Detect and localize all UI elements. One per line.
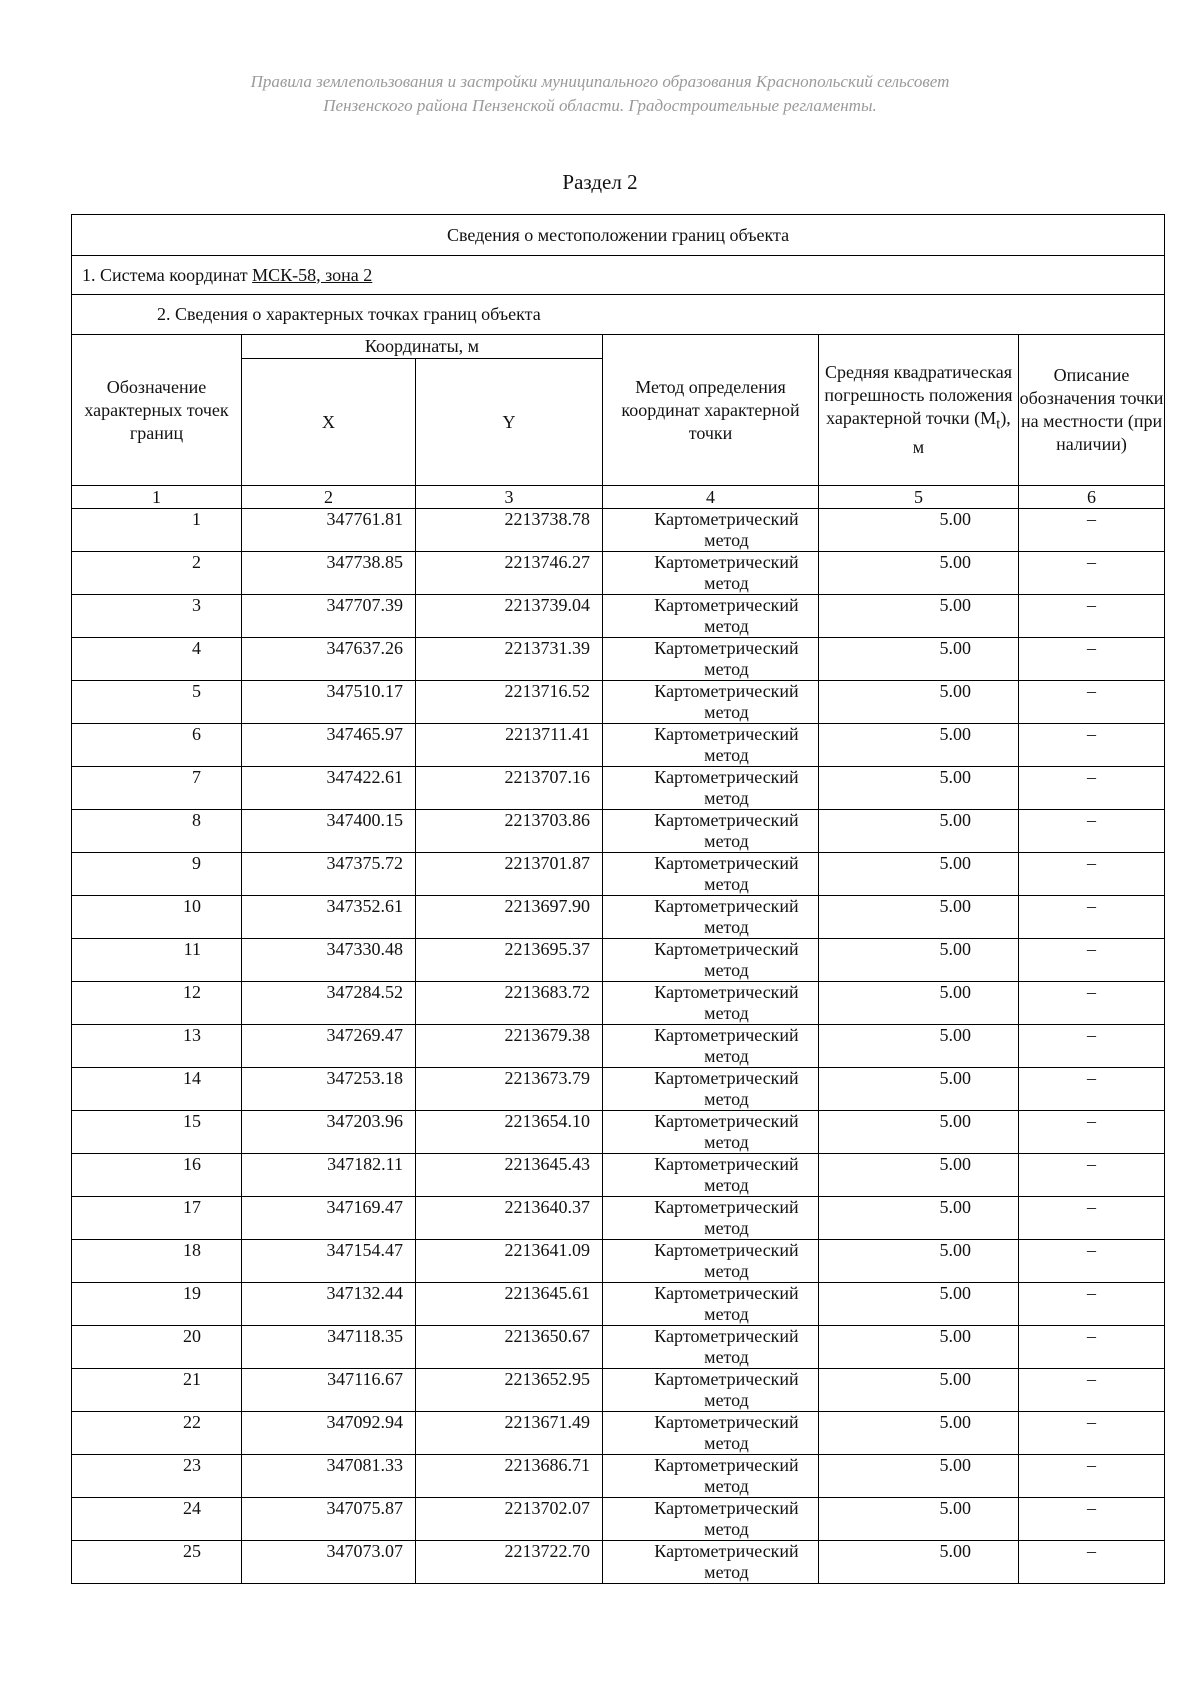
- error-cell: 5.00: [819, 810, 1019, 853]
- method-cell: Картометрический метод: [603, 853, 819, 896]
- y-coordinate-cell: 2213722.70: [416, 1541, 603, 1584]
- y-coordinate-cell: 2213671.49: [416, 1412, 603, 1455]
- x-coordinate-cell: 347330.48: [242, 939, 416, 982]
- method-cell: Картометрический метод: [603, 1498, 819, 1541]
- table-row: [72, 1369, 1165, 1412]
- error-cell: 5.00: [819, 509, 1019, 552]
- header-y: Y: [416, 359, 603, 486]
- point-number-cell: 12: [72, 982, 242, 1025]
- table-row: [72, 595, 1165, 638]
- method-cell: Картометрический метод: [603, 1412, 819, 1455]
- table-row: [72, 1197, 1165, 1240]
- method-cell: Картометрический метод: [603, 982, 819, 1025]
- x-coordinate-cell: 347203.96: [242, 1111, 416, 1154]
- x-coordinate-cell: 347284.52: [242, 982, 416, 1025]
- point-number-cell: 3: [72, 595, 242, 638]
- page-header: [0, 70, 1200, 118]
- x-coordinate-cell: 347169.47: [242, 1197, 416, 1240]
- method-cell: Картометрический метод: [603, 724, 819, 767]
- page-header-line-2: Пензенского района Пензенской области. Градостроительные регламенты.: [323, 96, 877, 115]
- x-coordinate-cell: 347465.97: [242, 724, 416, 767]
- method-cell: Картометрический метод: [603, 1369, 819, 1412]
- x-coordinate-cell: 347075.87: [242, 1498, 416, 1541]
- point-number-cell: 15: [72, 1111, 242, 1154]
- table-row: [72, 1154, 1165, 1197]
- x-coordinate-cell: 347154.47: [242, 1240, 416, 1283]
- description-cell: –: [1019, 1541, 1165, 1584]
- table-row: [72, 1111, 1165, 1154]
- error-cell: 5.00: [819, 767, 1019, 810]
- table-row: [72, 982, 1165, 1025]
- point-number-cell: 23: [72, 1455, 242, 1498]
- y-coordinate-cell: 2213701.87: [416, 853, 603, 896]
- point-number-cell: 2: [72, 552, 242, 595]
- method-cell: Картометрический метод: [603, 681, 819, 724]
- description-cell: –: [1019, 1111, 1165, 1154]
- page-header-line-1: Правила землепользования и застройки муниципального образования Краснопольский сельсовет: [250, 72, 950, 91]
- error-cell: 5.00: [819, 552, 1019, 595]
- x-coordinate-cell: 347253.18: [242, 1068, 416, 1111]
- method-cell: Картометрический метод: [603, 1541, 819, 1584]
- y-coordinate-cell: 2213652.95: [416, 1369, 603, 1412]
- x-coordinate-cell: 347375.72: [242, 853, 416, 896]
- x-coordinate-cell: 347118.35: [242, 1326, 416, 1369]
- description-cell: –: [1019, 1369, 1165, 1412]
- table-row: [72, 1455, 1165, 1498]
- error-cell: 5.00: [819, 1197, 1019, 1240]
- y-coordinate-cell: 2213640.37: [416, 1197, 603, 1240]
- error-cell: 5.00: [819, 1326, 1019, 1369]
- table-row: [72, 1068, 1165, 1111]
- method-cell: Картометрический метод: [603, 1068, 819, 1111]
- y-coordinate-cell: 2213673.79: [416, 1068, 603, 1111]
- point-number-cell: 7: [72, 767, 242, 810]
- error-cell: 5.00: [819, 1541, 1019, 1584]
- description-cell: –: [1019, 767, 1165, 810]
- table-title: Сведения о местоположении границ объекта: [72, 215, 1165, 256]
- y-coordinate-cell: 2213702.07: [416, 1498, 603, 1541]
- method-cell: Картометрический метод: [603, 896, 819, 939]
- y-coordinate-cell: 2213738.78: [416, 509, 603, 552]
- point-number-cell: 14: [72, 1068, 242, 1111]
- points-info-title: 2. Сведения о характерных точках границ объекта: [72, 295, 1165, 335]
- x-coordinate-cell: 347092.94: [242, 1412, 416, 1455]
- table-row: [72, 1541, 1165, 1584]
- point-number-cell: 18: [72, 1240, 242, 1283]
- table-row: [72, 509, 1165, 552]
- table-row: [72, 1025, 1165, 1068]
- error-cell: 5.00: [819, 1412, 1019, 1455]
- point-number-cell: 20: [72, 1326, 242, 1369]
- header-coords: Координаты, м: [242, 335, 603, 359]
- description-cell: –: [1019, 982, 1165, 1025]
- method-cell: Картометрический метод: [603, 1111, 819, 1154]
- description-cell: –: [1019, 509, 1165, 552]
- y-coordinate-cell: 2213739.04: [416, 595, 603, 638]
- error-cell: 5.00: [819, 724, 1019, 767]
- coord-system-row: [72, 256, 1165, 295]
- description-cell: –: [1019, 1455, 1165, 1498]
- header-x: X: [242, 359, 416, 486]
- y-coordinate-cell: 2213645.43: [416, 1154, 603, 1197]
- description-cell: –: [1019, 724, 1165, 767]
- x-coordinate-cell: 347269.47: [242, 1025, 416, 1068]
- point-number-cell: 19: [72, 1283, 242, 1326]
- boundary-points-table: [71, 214, 1165, 1584]
- description-cell: –: [1019, 552, 1165, 595]
- description-cell: –: [1019, 1498, 1165, 1541]
- table-row: [72, 1498, 1165, 1541]
- error-cell: 5.00: [819, 939, 1019, 982]
- point-number-cell: 11: [72, 939, 242, 982]
- table-row: [72, 1326, 1165, 1369]
- description-cell: –: [1019, 638, 1165, 681]
- table-row: [72, 896, 1165, 939]
- y-coordinate-cell: 2213746.27: [416, 552, 603, 595]
- y-coordinate-cell: 2213679.38: [416, 1025, 603, 1068]
- y-coordinate-cell: 2213716.52: [416, 681, 603, 724]
- error-cell: 5.00: [819, 1154, 1019, 1197]
- table-row: [72, 681, 1165, 724]
- y-coordinate-cell: 2213703.86: [416, 810, 603, 853]
- points-info-row: [72, 295, 1165, 335]
- error-cell: 5.00: [819, 896, 1019, 939]
- y-coordinate-cell: 2213650.67: [416, 1326, 603, 1369]
- table-row: [72, 853, 1165, 896]
- table-row: [72, 810, 1165, 853]
- method-cell: Картометрический метод: [603, 509, 819, 552]
- point-number-cell: 13: [72, 1025, 242, 1068]
- y-coordinate-cell: 2213707.16: [416, 767, 603, 810]
- section-title: Раздел 2: [562, 170, 638, 194]
- method-cell: Картометрический метод: [603, 595, 819, 638]
- y-coordinate-cell: 2213645.61: [416, 1283, 603, 1326]
- x-coordinate-cell: 347132.44: [242, 1283, 416, 1326]
- point-number-cell: 1: [72, 509, 242, 552]
- column-number: 4: [603, 486, 819, 509]
- error-cell: 5.00: [819, 595, 1019, 638]
- table-row: [72, 767, 1165, 810]
- point-number-cell: 16: [72, 1154, 242, 1197]
- x-coordinate-cell: 347073.07: [242, 1541, 416, 1584]
- x-coordinate-cell: 347182.11: [242, 1154, 416, 1197]
- description-cell: –: [1019, 1154, 1165, 1197]
- description-cell: –: [1019, 1025, 1165, 1068]
- x-coordinate-cell: 347637.26: [242, 638, 416, 681]
- error-cell: 5.00: [819, 1498, 1019, 1541]
- x-coordinate-cell: 347510.17: [242, 681, 416, 724]
- point-number-cell: 25: [72, 1541, 242, 1584]
- x-coordinate-cell: 347707.39: [242, 595, 416, 638]
- error-cell: 5.00: [819, 1111, 1019, 1154]
- header-row-1: [72, 335, 1165, 359]
- header-error-unit: ), м: [912, 407, 1011, 458]
- column-number: 1: [72, 486, 242, 509]
- error-cell: 5.00: [819, 638, 1019, 681]
- point-number-cell: 9: [72, 853, 242, 896]
- header-method: Метод определения координат характерной точки: [603, 335, 819, 486]
- table-row: [72, 939, 1165, 982]
- method-cell: Картометрический метод: [603, 1283, 819, 1326]
- table-row: [72, 1283, 1165, 1326]
- y-coordinate-cell: 2213711.41: [416, 724, 603, 767]
- error-cell: 5.00: [819, 1455, 1019, 1498]
- y-coordinate-cell: 2213695.37: [416, 939, 603, 982]
- column-number: 6: [1019, 486, 1165, 509]
- y-coordinate-cell: 2213683.72: [416, 982, 603, 1025]
- description-cell: –: [1019, 681, 1165, 724]
- error-cell: 5.00: [819, 1369, 1019, 1412]
- x-coordinate-cell: 347738.85: [242, 552, 416, 595]
- x-coordinate-cell: 347400.15: [242, 810, 416, 853]
- method-cell: Картометрический метод: [603, 1154, 819, 1197]
- description-cell: –: [1019, 595, 1165, 638]
- point-number-cell: 22: [72, 1412, 242, 1455]
- method-cell: Картометрический метод: [603, 1240, 819, 1283]
- method-cell: Картометрический метод: [603, 1197, 819, 1240]
- column-number: 5: [819, 486, 1019, 509]
- method-cell: Картометрический метод: [603, 552, 819, 595]
- description-cell: –: [1019, 1283, 1165, 1326]
- header-error: [819, 335, 1019, 486]
- description-cell: –: [1019, 939, 1165, 982]
- error-cell: 5.00: [819, 982, 1019, 1025]
- x-coordinate-cell: 347081.33: [242, 1455, 416, 1498]
- description-cell: –: [1019, 853, 1165, 896]
- x-coordinate-cell: 347352.61: [242, 896, 416, 939]
- description-cell: –: [1019, 896, 1165, 939]
- column-number-row: [72, 486, 1165, 509]
- point-number-cell: 17: [72, 1197, 242, 1240]
- point-number-cell: 5: [72, 681, 242, 724]
- table-title-row: [72, 215, 1165, 256]
- coord-system-cell: [72, 256, 1165, 295]
- method-cell: Картометрический метод: [603, 1455, 819, 1498]
- header-point: Обозначение характерных точек границ: [72, 335, 242, 486]
- point-number-cell: 21: [72, 1369, 242, 1412]
- method-cell: Картометрический метод: [603, 1025, 819, 1068]
- error-cell: 5.00: [819, 681, 1019, 724]
- y-coordinate-cell: 2213731.39: [416, 638, 603, 681]
- table-row: [72, 552, 1165, 595]
- point-number-cell: 4: [72, 638, 242, 681]
- error-cell: 5.00: [819, 853, 1019, 896]
- header-error-text: Средняя квадратическая погрешность положения характерной точки (M: [824, 361, 1013, 428]
- description-cell: –: [1019, 1068, 1165, 1111]
- table-row: [72, 638, 1165, 681]
- x-coordinate-cell: 347116.67: [242, 1369, 416, 1412]
- point-number-cell: 24: [72, 1498, 242, 1541]
- point-number-cell: 8: [72, 810, 242, 853]
- method-cell: Картометрический метод: [603, 1326, 819, 1369]
- method-cell: Картометрический метод: [603, 767, 819, 810]
- header-description: Описание обозначения точки на местности (при наличии): [1019, 335, 1165, 486]
- method-cell: Картометрический метод: [603, 810, 819, 853]
- method-cell: Картометрический метод: [603, 939, 819, 982]
- table-row: [72, 724, 1165, 767]
- error-cell: 5.00: [819, 1240, 1019, 1283]
- header-error-subscript: t: [996, 416, 1001, 433]
- table-row: [72, 1240, 1165, 1283]
- description-cell: –: [1019, 1412, 1165, 1455]
- method-cell: Картометрический метод: [603, 638, 819, 681]
- y-coordinate-cell: 2213654.10: [416, 1111, 603, 1154]
- column-number: 3: [416, 486, 603, 509]
- x-coordinate-cell: 347761.81: [242, 509, 416, 552]
- description-cell: –: [1019, 1326, 1165, 1369]
- description-cell: –: [1019, 1197, 1165, 1240]
- error-cell: 5.00: [819, 1025, 1019, 1068]
- column-number: 2: [242, 486, 416, 509]
- error-cell: 5.00: [819, 1283, 1019, 1326]
- description-cell: –: [1019, 810, 1165, 853]
- table-row: [72, 1412, 1165, 1455]
- coord-system-name: МСК-58, зона 2: [252, 264, 373, 285]
- y-coordinate-cell: 2213686.71: [416, 1455, 603, 1498]
- coord-system-label: 1. Система координат: [82, 264, 253, 285]
- point-number-cell: 6: [72, 724, 242, 767]
- description-cell: –: [1019, 1240, 1165, 1283]
- point-number-cell: 10: [72, 896, 242, 939]
- y-coordinate-cell: 2213697.90: [416, 896, 603, 939]
- error-cell: 5.00: [819, 1068, 1019, 1111]
- x-coordinate-cell: 347422.61: [242, 767, 416, 810]
- y-coordinate-cell: 2213641.09: [416, 1240, 603, 1283]
